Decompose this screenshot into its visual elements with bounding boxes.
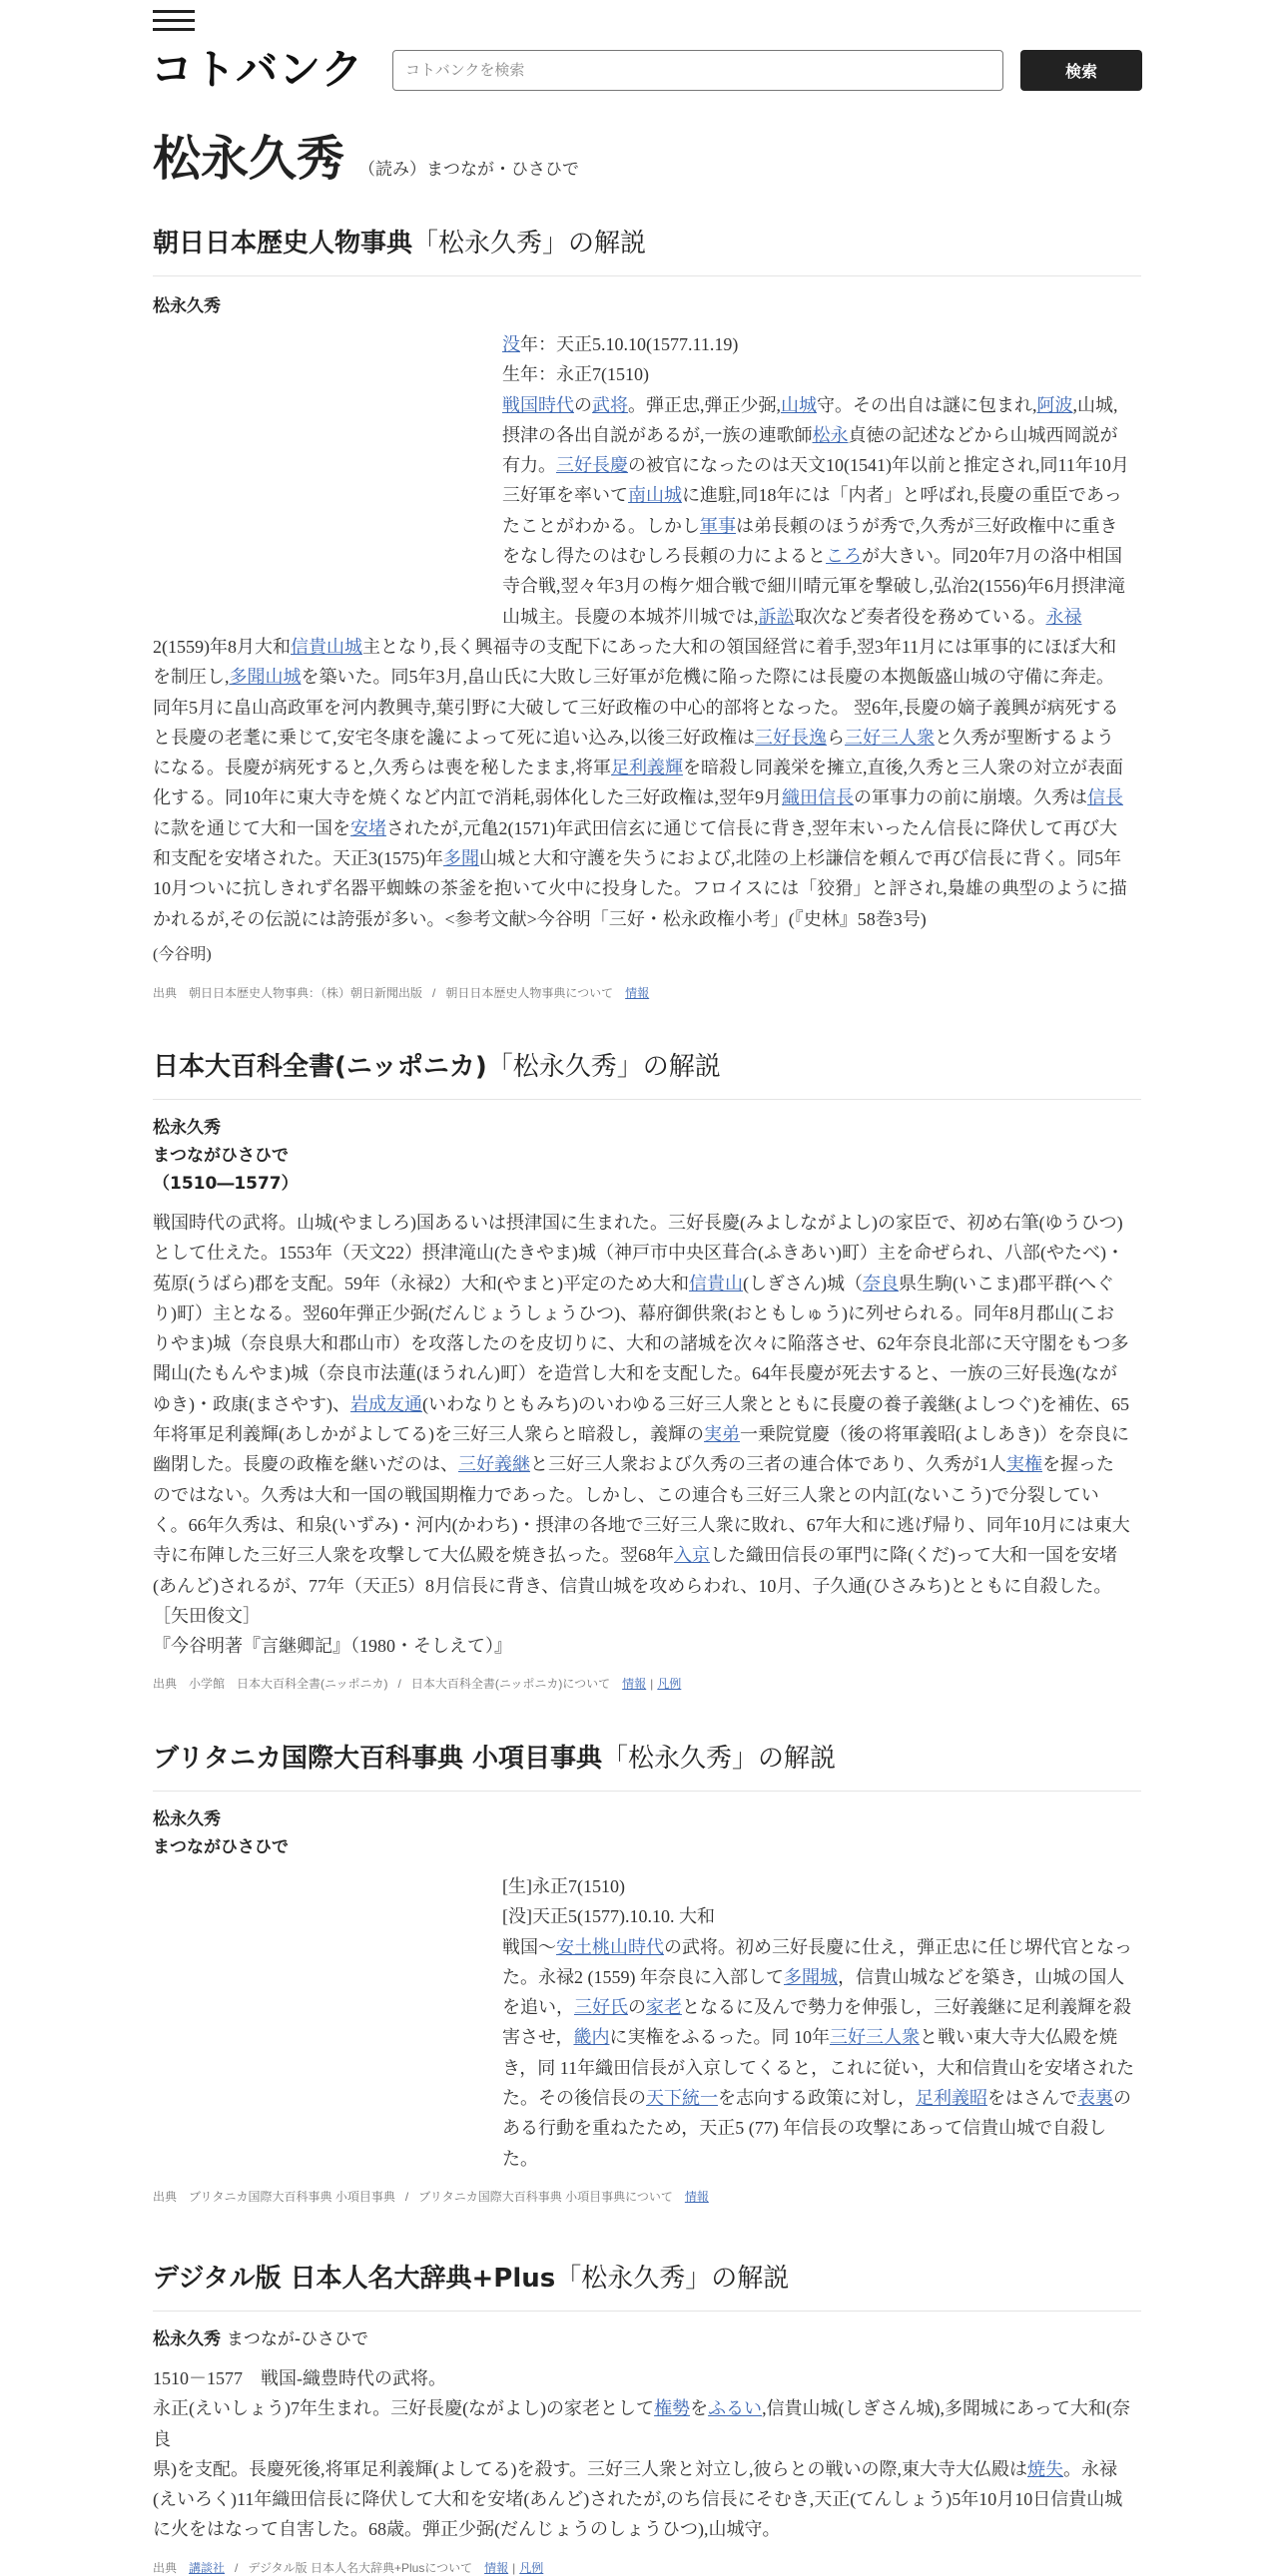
term-link[interactable]: 武将 — [592, 394, 628, 415]
text-line — [153, 813, 1141, 843]
entry-source: 出典 小学館 日本大百科全書(ニッポニカ) / 日本大百科全書(ニッポニカ)について 情報 | 凡例 — [153, 1677, 682, 1692]
term-link[interactable]: 戦国時代 — [502, 394, 574, 415]
info-link[interactable]: 情報 — [484, 2560, 509, 2575]
text-run: 守。その出自は謎に包まれ, — [817, 394, 1037, 415]
text-line — [153, 1328, 1141, 1358]
text-run: 有力。 — [502, 455, 556, 476]
text-line — [502, 2113, 1141, 2143]
term-link[interactable]: 没 — [502, 334, 520, 354]
term-link[interactable]: 三好三人衆 — [829, 2027, 920, 2048]
term-link[interactable]: 信貴山城 — [291, 636, 362, 657]
text-run: に進駐,同18年には「内者」と呼ばれ,長慶の重臣であっ — [682, 485, 1122, 506]
text-line — [502, 359, 1141, 389]
entry-author: (今谷明) — [153, 945, 212, 963]
text-line — [153, 1298, 1141, 1328]
text-line — [153, 904, 1141, 934]
entry-source: 出典 朝日日本歴史人物事典：（株）朝日新聞出版 / 朝日日本歴史人物事典について 情報 — [153, 986, 650, 1001]
entry-body-indented — [502, 329, 1141, 632]
text-run: の — [628, 1997, 646, 2018]
text-line — [502, 420, 1141, 450]
text-run: となるに及んで勢力を伸張し，三好義継に足利義輝を殺 — [682, 1997, 1131, 2018]
entry-britannica — [153, 1738, 1141, 2205]
term-link[interactable]: 岩成友通 — [349, 1393, 422, 1414]
text-run: 年将軍足利義輝(あしかがよしてる)を三好三人衆らと暗殺し，義輝の — [153, 1424, 704, 1445]
entry-body — [153, 632, 1141, 934]
text-run: ら — [827, 727, 845, 748]
term-link[interactable]: 安堵 — [350, 817, 386, 838]
entry-heading: ブリタニカ国際大百科事典 小項目事典「松永久秀」の解説 — [153, 1738, 1141, 1792]
text-line — [153, 693, 1141, 723]
term-link[interactable]: 家老 — [646, 1997, 682, 2018]
text-run: 戦国～ — [502, 1936, 556, 1957]
text-line — [153, 1419, 1141, 1449]
term-link[interactable]: 多聞 — [443, 848, 479, 869]
text-line — [153, 662, 1141, 692]
text-run: 化する。同10年に東大寺を焼くなど内訌で消耗,弱体化した三好政権は,翌年9月 — [153, 787, 782, 808]
text-line — [502, 541, 1141, 571]
term-link[interactable]: 信長 — [1087, 787, 1123, 808]
text-run: 和支配を安堵された。天正3(1575)年 — [153, 848, 443, 869]
text-run: 2(1559)年8月大和 — [153, 636, 291, 657]
term-link[interactable]: 三好長逸 — [755, 727, 827, 748]
term-link[interactable]: 松永 — [812, 424, 849, 445]
text-run: 取次など奏者役を務めている。 — [794, 606, 1046, 627]
text-run: 。弾正忠,弾正少弼, — [628, 394, 781, 415]
entry-body — [153, 1208, 1141, 1661]
text-line — [153, 2514, 1141, 2544]
info-link[interactable]: 情報 — [622, 1677, 647, 1692]
text-run: 菟原(うばら)郡を支配。59年（永禄2）大和(やまと)平定のため大和 — [153, 1273, 689, 1293]
text-run: (あんど)されるが、77年（天正5）8月信長に背き、信貴山城を攻めらわれ、10月、子久通(ひさみち)とともに自殺した。 — [153, 1575, 1112, 1596]
text-line — [502, 2022, 1141, 2052]
term-link[interactable]: 阿波 — [1036, 394, 1073, 415]
text-run: ゆき)・政康(まさやす)、 — [153, 1393, 350, 1414]
term-link[interactable]: 三好義継 — [458, 1454, 530, 1475]
term-link[interactable]: 三好長慶 — [556, 455, 628, 476]
text-run: 幽閉した。長慶の政権を継いだのは、 — [153, 1454, 458, 1475]
text-run: を追い， — [502, 1997, 574, 2018]
text-line — [153, 1631, 1141, 1661]
text-run: ,信貴山城(しぎさん城),多聞城にあって大和(奈良 — [153, 2398, 1130, 2449]
term-link[interactable]: 多聞城 — [784, 1966, 838, 1987]
text-run: ある行動を重ねたため，天正5 (77) 年信長の攻撃にあって信貴山城で自殺し — [502, 2118, 1107, 2139]
text-run: (いわなりともみち)のいわゆる三好三人衆とともに長慶の養子義継(よしつぐ)を補佐、65 — [421, 1393, 1129, 1414]
text-line — [502, 2053, 1141, 2083]
entry-term: 松永久秀 — [153, 1809, 221, 1829]
text-run: 三好軍を率いて — [502, 485, 628, 506]
text-run: を志向する政策に対し， — [718, 2088, 916, 2109]
term-link[interactable]: 軍事 — [700, 515, 736, 536]
text-run: 永正(えいしょう)7年生まれ。三好長慶(ながよし)の家老として — [153, 2398, 655, 2419]
text-run: 同年5月に畠山高政軍を河内教興寺,葉引野に大破して三好政権の中心的部将となった。 翌6年,長慶の嫡子義興が病死する — [153, 697, 1119, 718]
term-link[interactable]: 永禄 — [1045, 606, 1082, 627]
text-line — [153, 782, 1141, 812]
text-line — [153, 1480, 1141, 1510]
text-line — [502, 1871, 1141, 1901]
text-run: と三好三人衆および久秀の三者の連合体であり、久秀が1人 — [530, 1454, 1006, 1475]
text-run: 戦国時代の武将。山城(やましろ)国あるいは摂津国に生まれた。三好長慶(みよしながよし)の家臣で、初め右筆(ゆうひつ) — [153, 1213, 1123, 1233]
text-line — [153, 1269, 1141, 1298]
text-run: されたが,元亀2(1571)年武田信玄に通じて信長に背き,翌年末いったん信長に降伏して再び大 — [386, 817, 1117, 838]
entry-nipponica — [153, 1046, 1141, 1692]
term-link[interactable]: 南山城 — [628, 485, 682, 506]
text-run: 生年：永正7(1510) — [502, 364, 649, 385]
text-run: として仕えた。1553年（天文22）摂津滝山(たきやま)城（神戸市中央区葺合(ふきあい)町）主を命ぜられ、八部(やたべ)・ — [153, 1243, 1125, 1264]
entry-heading: 日本大百科全書(ニッポニカ)「松永久秀」の解説 — [153, 1046, 1141, 1100]
text-line — [153, 2363, 1141, 2393]
text-line — [153, 1389, 1141, 1419]
text-run: かれるが,その伝説には誇張が多い。<参考文献>今谷明「三好・松永政権小考」(『史林』58巻3号) — [153, 908, 927, 929]
term-link[interactable]: 足利義輝 — [611, 758, 683, 778]
term-link[interactable]: ころ — [826, 546, 862, 567]
entry-term-years: （1510―1577） — [153, 1174, 299, 1194]
text-run: た。 — [502, 2148, 538, 2169]
text-run: の武将。初め三好長慶に仕え，弾正忠に任じ堺代官となっ — [664, 1936, 1133, 1957]
text-line — [502, 511, 1141, 541]
text-line — [153, 2454, 1141, 2484]
text-run: した織田信長の軍門に降(くだ)って大和一国を安堵 — [710, 1545, 1117, 1566]
entry-body — [153, 2363, 1141, 2545]
text-run: と戦い東大寺大仏殿を焼 — [919, 2027, 1117, 2048]
text-run: に実権をふるった。同 10年 — [609, 2027, 830, 2048]
text-line — [153, 1208, 1141, 1238]
text-run: と久秀が聖断するよう — [935, 727, 1114, 748]
legend-link[interactable]: 凡例 — [657, 1677, 682, 1692]
page-title-text: 松永久秀 — [153, 131, 345, 187]
text-run: [生]永正7(1510) — [502, 1876, 625, 1896]
term-link[interactable]: 三好三人衆 — [845, 727, 935, 748]
text-line — [502, 1932, 1141, 1962]
text-line — [153, 1571, 1141, 1601]
entry-heading: 朝日日本歴史人物事典「松永久秀」の解説 — [153, 223, 1141, 276]
term-link[interactable]: 畿内 — [573, 2027, 610, 2048]
entry-term: 松永久秀 — [153, 1118, 221, 1138]
entry-term: 松永久秀 — [153, 296, 221, 316]
publisher-link[interactable]: 講談社 — [189, 2560, 226, 2575]
text-run: 山城主。長慶の本城芥川城では, — [502, 606, 759, 627]
text-run: をなし得たのはむしろ長頼の力によると — [502, 546, 826, 567]
entry-body-indented — [502, 1871, 1141, 2174]
text-run: と長慶の老耄に乗じて,安宅冬康を讒によって死に追い込み,以後三好政権は — [153, 727, 755, 748]
text-run: た。永禄2 (1559) 年奈良に入部して — [502, 1966, 784, 1987]
text-run: 一乗院覚慶（後の将軍義昭(よしあき)）を奈良に — [740, 1424, 1129, 1445]
entry-term-reading: まつながひさひで — [153, 1146, 289, 1166]
text-run: 山城と大和守護を失うにおよび,北陸の上杉謙信を頼んで再び信長に背く。同5年 — [479, 848, 1122, 869]
term-link[interactable]: 奈良 — [862, 1273, 899, 1293]
entry-nihonjinmei — [153, 2258, 1141, 2576]
text-run: た。その後信長の — [502, 2088, 646, 2109]
site-logo[interactable]: コトバンク — [151, 45, 364, 94]
text-run: の被官になったのは天文10(1541)年以前と推定され,同11年10月 — [628, 455, 1129, 476]
text-line — [153, 843, 1141, 873]
entry-source: 出典 ブリタニカ国際大百科事典 小項目事典 / ブリタニカ国際大百科事典 小項目事典について 情報 — [153, 2189, 709, 2204]
text-line — [153, 1601, 1141, 1631]
search-input[interactable] — [392, 50, 1003, 91]
text-line — [153, 2393, 1141, 2454]
text-run: 寺に布陣した三好三人衆を攻撃して大仏殿を焼き払った。翌68年 — [153, 1545, 674, 1566]
term-link[interactable]: ふるい — [708, 2398, 763, 2419]
entry-asahi — [153, 223, 1141, 1001]
text-line — [153, 632, 1141, 662]
text-run: をはさんで — [987, 2088, 1077, 2109]
text-run: ［矢田俊文］ — [153, 1605, 261, 1626]
text-run: ,山城, — [1072, 394, 1118, 415]
term-link[interactable]: 織田信長 — [782, 787, 854, 808]
text-run: の — [1113, 2088, 1131, 2109]
search-button[interactable]: 検索 — [1020, 50, 1142, 91]
entry-source: 出典 講談社 / デジタル版 日本人名大辞典+Plusについて 情報 | 凡例 — [153, 2560, 544, 2575]
text-run: は弟長頼のほうが秀で,久秀が三好政権中に重き — [736, 515, 1118, 536]
text-run: を握った — [1042, 1454, 1114, 1475]
text-run: のではない。久秀は大和一国の戦国期権力であった。しかし、この連合も三好三人衆との内訌(ないこう)で分裂してい — [153, 1484, 1099, 1505]
term-link[interactable]: 信貴山 — [688, 1273, 743, 1293]
term-link[interactable]: 天下統一 — [646, 2088, 718, 2109]
term-link[interactable]: 安土桃山時代 — [556, 1936, 664, 1957]
term-link[interactable]: 多聞山城 — [229, 667, 302, 688]
text-line — [153, 2484, 1141, 2514]
text-line — [153, 753, 1141, 782]
term-link[interactable]: 表裏 — [1077, 2088, 1113, 2109]
text-run: を築いた。同5年3月,畠山氏に大敗し三好軍が危機に陥った際には長慶の本拠飯盛山城の守備に奔走。 — [301, 667, 1114, 688]
text-run: 1510－1577 戦国-織豊時代の武将。 — [153, 2368, 446, 2388]
text-run: く。66年久秀は、和泉(いずみ)・河内(かわち)・摂津の各地で三好三人衆に敗れ、67年大和に逃げ帰り、同年10月には東大 — [153, 1514, 1130, 1535]
term-link[interactable]: 三好氏 — [574, 1997, 628, 2018]
text-run: 。永禄 — [1063, 2458, 1118, 2479]
term-link[interactable]: 焼失 — [1027, 2458, 1064, 2479]
text-line — [502, 329, 1141, 359]
text-run: を — [690, 2398, 709, 2419]
text-run: に火をはなって自害した。68歳。弾正少弼(だんじょうのしょうひつ),山城守。 — [153, 2519, 781, 2540]
entry-heading: デジタル版 日本人名大辞典+Plus「松永久秀」の解説 — [153, 2258, 1141, 2312]
text-line — [502, 1992, 1141, 2022]
text-run: になる。長慶が病死すると,久秀らは喪を秘したまま,将軍 — [153, 758, 611, 778]
term-link[interactable]: 足利義昭 — [916, 2088, 987, 2109]
term-link[interactable]: 訴訟 — [758, 606, 795, 627]
text-run: (えいろく)11年織田信長に降伏して大和を安堵(あんど)されたが,のち信長にそむき,天正(てんしょう)5年10月10日信貴山城 — [153, 2489, 1123, 2510]
text-run: 聞山(たもんやま)城（奈良市法蓮(ほうれん)町）を造営し大和を支配した。64年長慶が死去すると、一族の三好長逸(なが — [153, 1363, 1117, 1384]
info-link[interactable]: 情報 — [684, 2189, 709, 2204]
term-link[interactable]: 山城 — [781, 394, 817, 415]
text-run: 摂津の各出自説があるが,一族の連歌師 — [502, 424, 813, 445]
text-run: を制圧し, — [153, 667, 230, 688]
text-line — [502, 571, 1141, 601]
text-line — [502, 480, 1141, 510]
text-line — [153, 1510, 1141, 1540]
text-run: 寺合戦,翌々年3月の梅ケ畑合戦で細川晴元軍を撃破し,弘治2(1556)年6月摂津滝 — [502, 576, 1125, 597]
text-line — [502, 2083, 1141, 2113]
text-run: [没]天正5(1577).10.10. 大和 — [502, 1906, 715, 1927]
text-run: り)町）主となる。翌60年弾正少弼(だんじょうしょうひつ)、幕府御供衆(おともしゅう)に列せられる。同年8月郡山(こお — [153, 1302, 1114, 1323]
text-run: (しぎさん)城（ — [742, 1273, 863, 1293]
text-run: 害させ， — [502, 2027, 574, 2048]
text-run: を暗殺し同義栄を擁立,直後,久秀と三人衆の対立が表面 — [683, 758, 1123, 778]
text-run: 県生駒(いこま)郡平群(へぐ — [898, 1273, 1114, 1293]
text-run: 『今谷明著『言継卿記』（1980・そしえて）』 — [153, 1636, 512, 1657]
text-run: ，信貴山城などを築き，山城の国人 — [838, 1966, 1125, 1987]
legend-link[interactable]: 凡例 — [519, 2560, 544, 2575]
text-line — [153, 1540, 1141, 1570]
text-line — [502, 1962, 1141, 1992]
text-run: 年：天正5.10.10(1577.11.19) — [520, 334, 739, 354]
text-line — [153, 1238, 1141, 1268]
text-line — [502, 602, 1141, 632]
text-run: 10月ついに抗しきれず名器平蜘蛛の茶釜を抱いて火中に投身した。フロイスには「狡猾」と評され,梟雄の典型のように描 — [153, 878, 1127, 899]
text-line — [502, 1901, 1141, 1931]
entry-term: 松永久秀 まつなが-ひさひで — [153, 2329, 369, 2349]
text-line — [502, 2144, 1141, 2174]
text-line — [502, 450, 1141, 480]
term-link[interactable]: 入京 — [674, 1545, 710, 1566]
text-run: りやま)城（奈良県大和郡山市）を攻落したのを皮切りに、大和の諸城を次々に陥落させ、62年奈良北部に天守閣をもつ多 — [153, 1333, 1129, 1354]
text-run: の — [574, 394, 592, 415]
entry-term-reading: まつながひさひで — [153, 1837, 289, 1857]
text-run: き，同 11年織田信長が入京してくると，これに従い，大和信貴山を安堵された — [502, 2057, 1135, 2078]
text-run: 主となり,長く興福寺の支配下にあった大和の領国経営に着手,翌3年11月には軍事的にほぼ大和 — [362, 636, 1117, 657]
text-run: 県)を支配。長慶死後,将軍足利義輝(よしてる)を殺す。三好三人衆と対立し,彼らとの戦いの際,東大寺大仏殿は — [153, 2458, 1028, 2479]
text-line — [153, 1358, 1141, 1388]
page-title — [153, 120, 579, 189]
page-title-reading: （読み）まつなが・ひさひで — [358, 160, 580, 179]
term-link[interactable]: 実権 — [1006, 1454, 1042, 1475]
text-line — [153, 723, 1141, 753]
text-line — [502, 390, 1141, 420]
text-run: たことがわかる。しかし — [502, 515, 700, 536]
text-run: が大きい。同20年7月の洛中相国 — [862, 546, 1122, 567]
text-run: に款を通じて大和一国を — [153, 817, 350, 838]
text-run: の軍事力の前に崩壊。久秀は — [854, 787, 1087, 808]
text-run: 貞徳の記述などから山城西岡説が — [848, 424, 1118, 445]
term-link[interactable]: 実弟 — [704, 1424, 740, 1445]
text-line — [153, 873, 1141, 903]
info-link[interactable]: 情報 — [625, 986, 650, 1001]
menu-icon[interactable] — [153, 8, 195, 32]
text-line — [153, 1449, 1141, 1479]
term-link[interactable]: 権勢 — [654, 2398, 691, 2419]
